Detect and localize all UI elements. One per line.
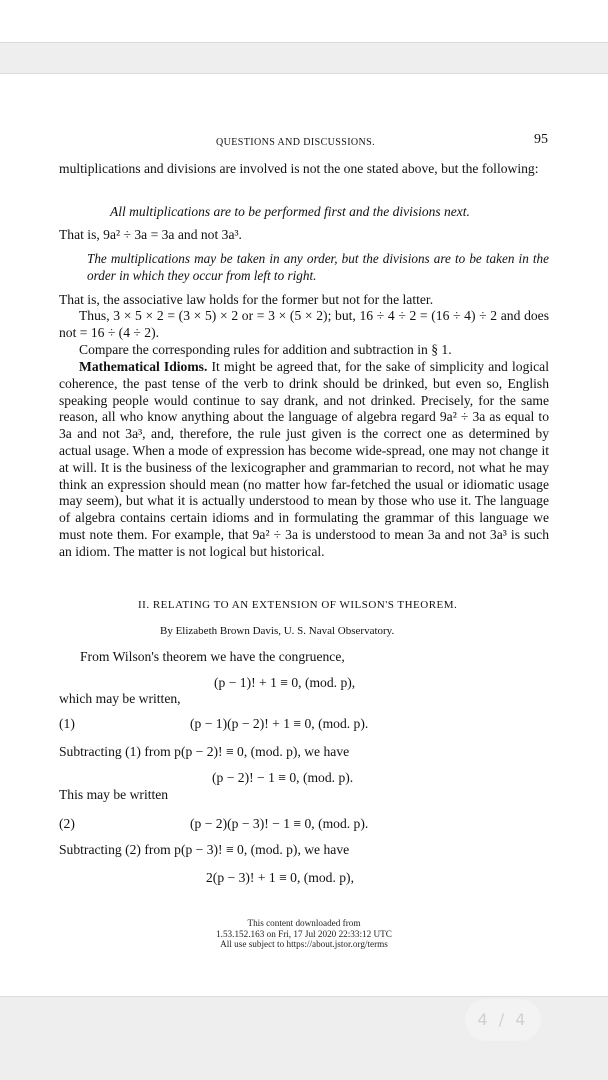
footer-line-1: This content downloaded from (247, 918, 361, 928)
equation-2: (p − 2)! − 1 ≡ 0, (mod. p). (212, 770, 354, 785)
idioms-text: It might be agreed that, for the sake of simplicity and logical coherence, the past tense of the verb to drink should be drinked, but even so, English speaking people would continue to say drank, and not drinked. Precisely, for the same reason, all who know anything about the language of algebra regard 9a² ÷ 3a as equal to 3a and not 3a³, and, therefore, the rule just given is the correct one as determined by actual usage. When a mode of expression has become wide-spread, one may not change it at will. It is the business of the lexicographer and grammarian to record, not what he may think an expression should mean (no matter how far-fetched the usual or idiomatic usage may seem), but what it is actually understood to mean by those who use it. The language of algebra contains certain idioms and in formulating the grammar of this language we must note them. For example, that 9a² ÷ 3a is understood to mean 3a and not 3a³ is such an idiom. The matter is not logical but historical. (59, 359, 549, 559)
footer-line-2: 1.53.152.163 on Fri, 17 Jul 2020 22:33:12 UTC (216, 928, 392, 939)
document-page (0, 73, 608, 997)
running-title: QUESTIONS AND DISCUSSIONS. (216, 137, 376, 148)
equation-1: (p − 1)(p − 2)! + 1 ≡ 0, (mod. p). (190, 716, 369, 731)
rule-2: The multiplications may be taken in any order, but the divisions are to be taken in the order in which they occur from left to right. (87, 251, 549, 283)
intro-line: From Wilson's theorem we have the congruence, (80, 649, 345, 664)
page-indicator: 4 / 4 (465, 999, 541, 1041)
section-title: II. RELATING TO AN EXTENSION OF WILSON'S THEOREM. (138, 599, 458, 611)
thus-paragraph: Thus, 3 × 5 × 2 = (3 × 5) × 2 or = 3 × (5 × 2); but, 16 ÷ 4 ÷ 2 = (16 ÷ 4) ÷ 2 and does not = 16 ÷ (4 ÷ 2). (59, 308, 549, 340)
equation-4: 2(p − 3)! + 1 ≡ 0, (mod. p), (206, 870, 354, 885)
footer-line-3: All use subject to https://about.jstor.org/terms (220, 939, 388, 949)
viewer-top-bar (0, 0, 608, 43)
may-be-written: which may be written, (59, 691, 181, 706)
that-is-1: That is, 9a² ÷ 3a = 3a and not 3a³. (59, 227, 242, 242)
equation-label-1: (1) (59, 716, 75, 731)
paragraph-1: multiplications and divisions are involved is not the one stated above, but the following: (59, 161, 539, 176)
this-may-be-written: This may be written (59, 787, 169, 802)
equation-label-2: (2) (59, 816, 75, 831)
subtracting-2: Subtracting (2) from p(p − 3)! ≡ 0, (mod. p), we have (59, 842, 350, 857)
jstor-footer (0, 918, 608, 950)
rule-1: All multiplications are to be performed first and the divisions next. (110, 204, 470, 219)
idioms-heading: Mathematical Idioms. (79, 359, 208, 374)
that-is-2: That is, the associative law holds for the former but not for the latter. (59, 292, 434, 307)
subtracting-1: Subtracting (1) from p(p − 2)! ≡ 0, (mod. p), we have (59, 744, 350, 759)
idioms-paragraph (59, 359, 549, 561)
page-number: 95 (534, 132, 548, 147)
equation-3: (p − 2)(p − 3)! − 1 ≡ 0, (mod. p). (190, 816, 369, 831)
equation-0: (p − 1)! + 1 ≡ 0, (mod. p), (214, 675, 356, 690)
author-byline: By Elizabeth Brown Davis, U. S. Naval Observatory. (160, 625, 395, 637)
compare-line: Compare the corresponding rules for addition and subtraction in § 1. (79, 342, 452, 357)
